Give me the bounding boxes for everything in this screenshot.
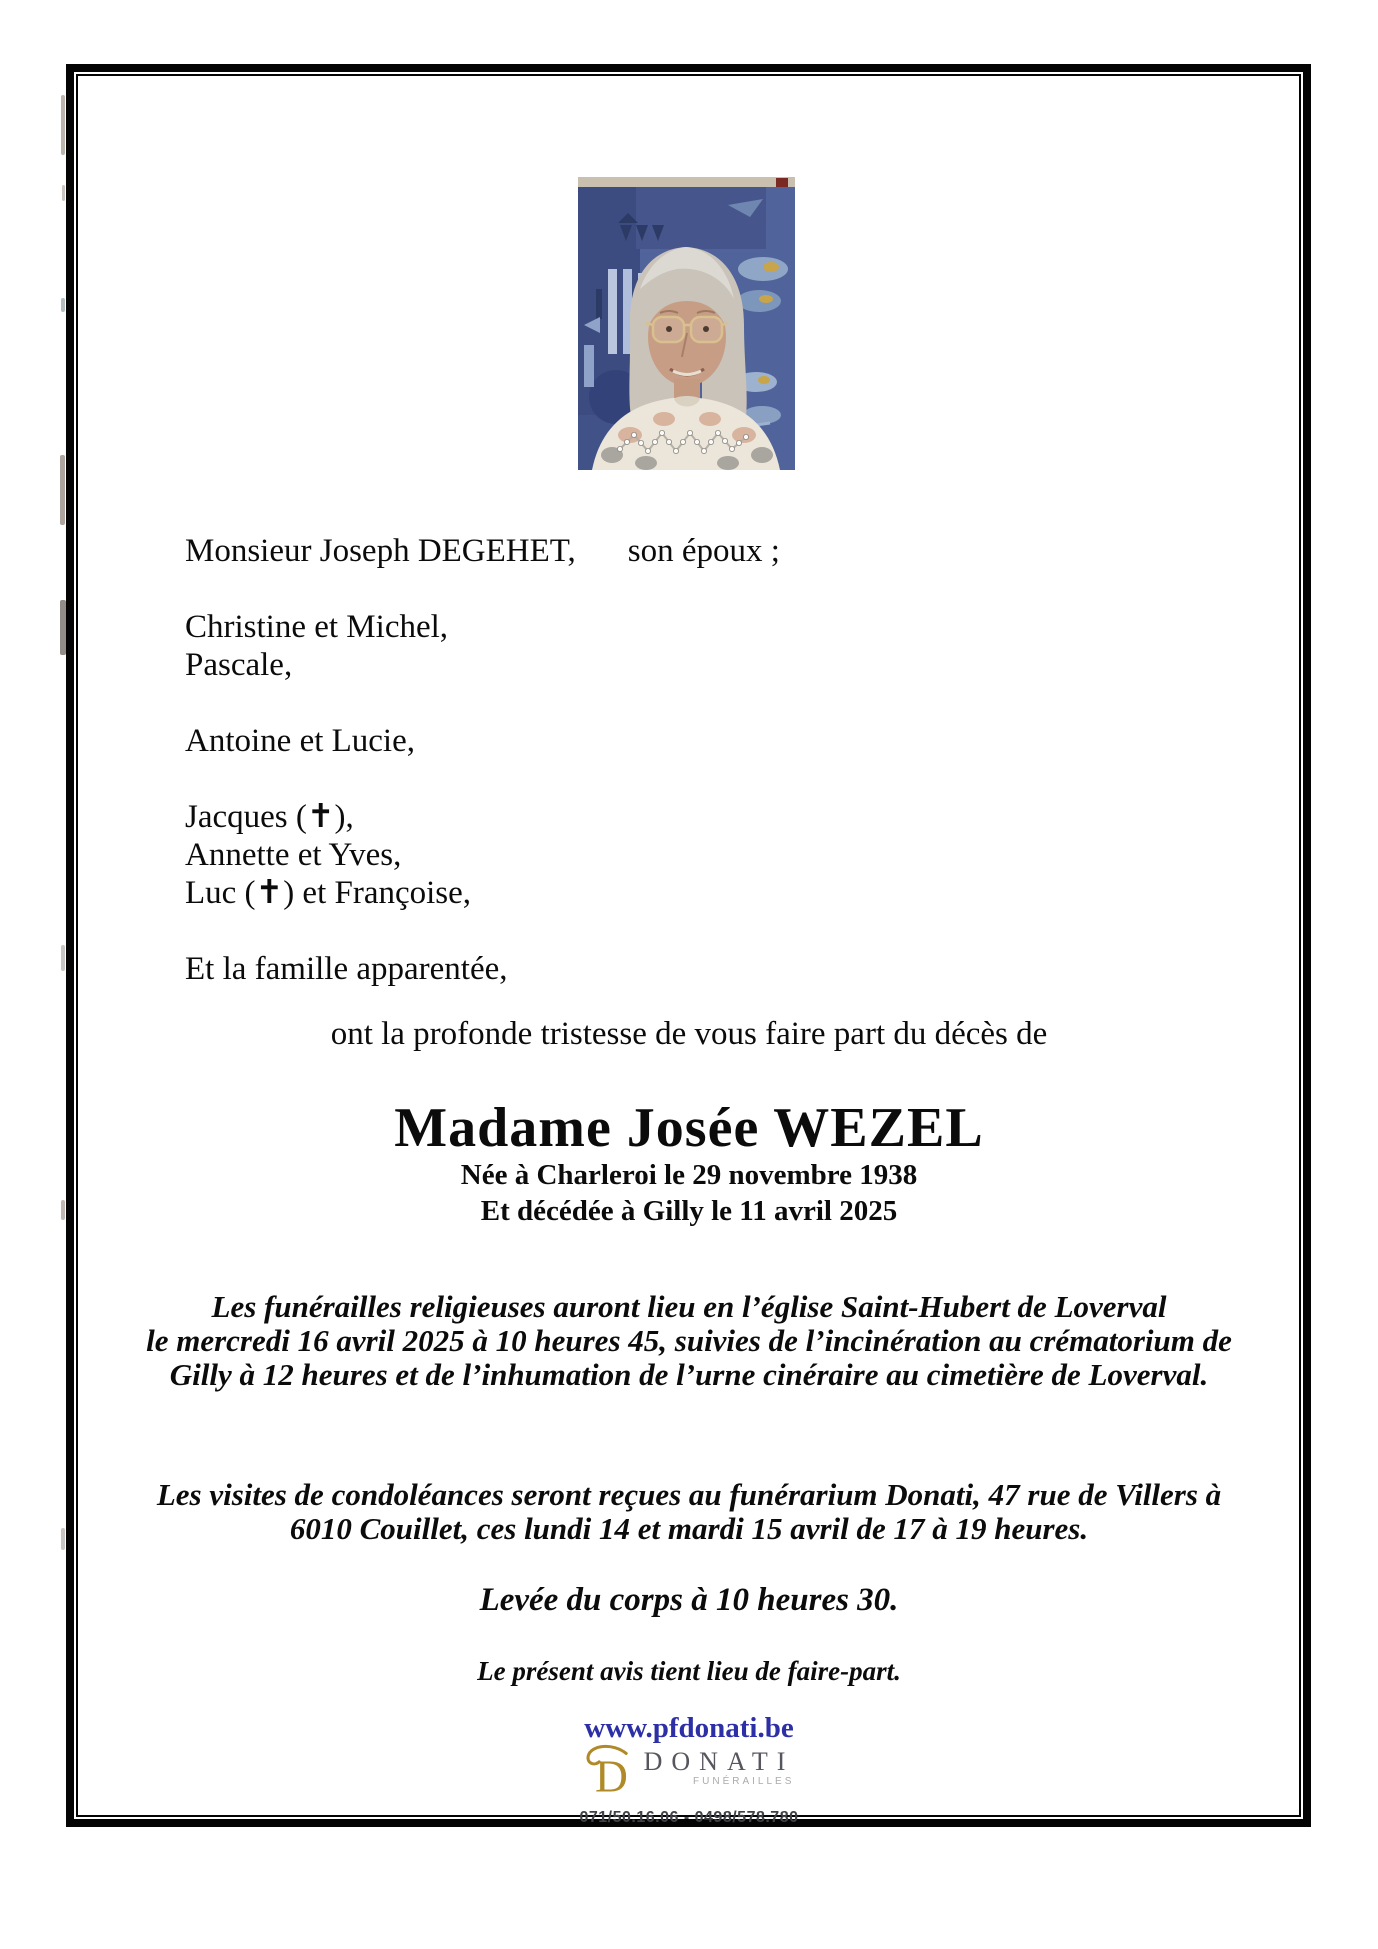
- levee-line: Levée du corps à 10 heures 30.: [479, 1582, 899, 1618]
- family-list: [185, 532, 780, 988]
- funeral-line: Gilly à 12 heures et de l’inhumation de l’urne cinéraire au cimetière de Loverval.: [169, 1357, 1209, 1392]
- family-line-closing: Et la famille apparentée,: [185, 951, 508, 987]
- family-line: Antoine et Lucie,: [185, 723, 416, 759]
- visits-line: Les visites de condoléances seront reçues au funérarium Donati, 47 rue de Villers à: [156, 1477, 1222, 1512]
- funeral-line: le mercredi 16 avril 2025 à 10 heures 45, suivies de l’incinération au crématorium de: [146, 1323, 1232, 1358]
- visits-line: 6010 Couillet, ces lundi 14 et mardi 15 avril de 17 à 19 heures.: [289, 1511, 1089, 1546]
- logo-phone-numbers: 071/50.16.06 - 0498/578.780: [579, 1809, 799, 1826]
- family-line: Christine et Michel,: [185, 609, 449, 645]
- husband-relation: son époux ;: [627, 533, 780, 569]
- family-line: Jacques (✝),: [185, 799, 354, 835]
- notice-line: Le présent avis tient lieu de faire-part.: [477, 1656, 901, 1686]
- birth-line: Née à Charleroi le 29 novembre 1938: [460, 1159, 918, 1191]
- portrait-photo: [578, 177, 795, 470]
- logo-name: DONATI: [643, 1747, 795, 1776]
- website-link[interactable]: www.pfdonati.be: [584, 1712, 794, 1744]
- deceased-name: Madame Josée WEZEL: [394, 1097, 984, 1159]
- family-line-husband: [185, 532, 780, 570]
- husband-name: Monsieur Joseph DEGEHET,: [185, 533, 576, 569]
- death-line: Et décédée à Gilly le 11 avril 2025: [480, 1195, 898, 1227]
- family-line: Luc (✝) et Françoise,: [185, 875, 472, 911]
- family-line: Pascale,: [185, 647, 293, 683]
- family-line: Annette et Yves,: [185, 837, 402, 873]
- funeral-home-logo: [0, 1743, 1378, 1827]
- svg-text:D: D: [594, 1750, 628, 1801]
- logo-monogram-icon: [584, 1743, 638, 1806]
- announcement-intro: ont la profonde tristesse de vous faire part du décès de: [330, 1016, 1048, 1052]
- funeral-line: Les funérailles religieuses auront lieu en l’église Saint-Hubert de Loverval: [211, 1289, 1167, 1324]
- logo-subtitle: FUNÉRAILLES: [693, 1776, 795, 1787]
